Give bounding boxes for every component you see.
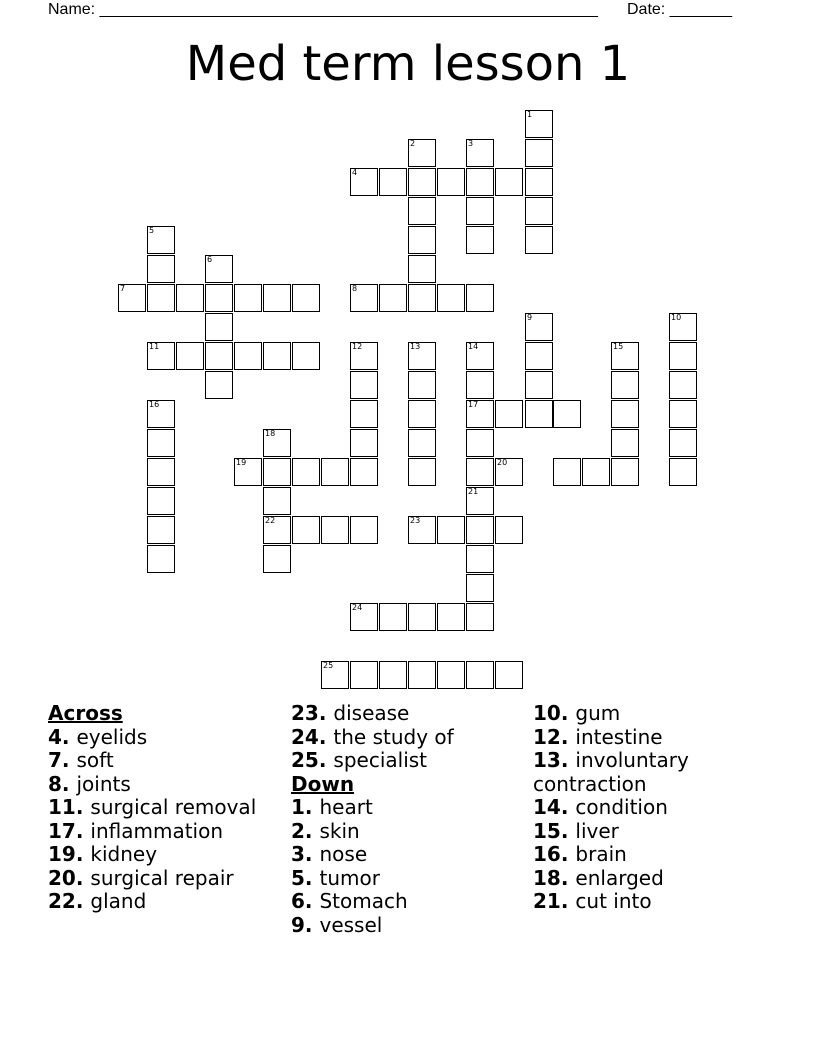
grid-cell[interactable] xyxy=(350,168,378,196)
clue-text: condition xyxy=(575,795,668,819)
grid-cell[interactable] xyxy=(350,371,378,399)
clue-number: 14. xyxy=(533,795,576,819)
clue-text: the study of xyxy=(333,724,454,749)
grid-cell[interactable] xyxy=(466,139,494,167)
cell-number: 18 xyxy=(265,429,276,438)
grid-cell[interactable] xyxy=(495,458,523,486)
clue-text: kidney xyxy=(90,842,158,866)
clue-text: skin xyxy=(319,818,360,843)
cell-number: 7 xyxy=(120,284,126,293)
cell-number: 21 xyxy=(468,487,479,496)
grid-cell[interactable] xyxy=(611,400,639,428)
down-clue xyxy=(291,890,531,914)
down-clue xyxy=(291,867,531,891)
grid-cell[interactable] xyxy=(466,661,494,689)
cell-number: 6 xyxy=(207,255,213,264)
clue-text: gum xyxy=(575,701,621,725)
clue-number: 3. xyxy=(291,842,320,866)
cell-number: 5 xyxy=(149,226,155,235)
cell-number: 1 xyxy=(527,110,533,119)
grid-cell[interactable] xyxy=(408,516,436,544)
grid-cell[interactable] xyxy=(147,516,175,544)
grid-cell[interactable] xyxy=(466,342,494,370)
cell-number: 4 xyxy=(352,168,358,177)
grid-cell[interactable] xyxy=(611,371,639,399)
clue-number: 11. xyxy=(48,795,91,819)
grid-cell[interactable] xyxy=(495,400,523,428)
grid-cell[interactable] xyxy=(553,400,581,428)
cell-number: 8 xyxy=(352,284,358,293)
grid-cell[interactable] xyxy=(466,400,494,428)
clues-column-3 xyxy=(533,702,733,914)
cell-number: 19 xyxy=(236,458,247,467)
grid-cell[interactable] xyxy=(525,371,553,399)
clue-text: cut into xyxy=(575,889,652,913)
clue-number: 9. xyxy=(291,912,320,937)
cell-number: 24 xyxy=(352,603,363,612)
grid-cell[interactable] xyxy=(321,458,349,486)
down-clue xyxy=(291,796,531,820)
clues-column-2 xyxy=(291,702,531,937)
grid-cell[interactable] xyxy=(525,400,553,428)
grid-cell[interactable] xyxy=(437,661,465,689)
down-clue xyxy=(533,796,733,820)
grid-cell[interactable] xyxy=(408,226,436,254)
grid-cell[interactable] xyxy=(669,400,697,428)
grid-cell[interactable] xyxy=(263,429,291,457)
down-clue xyxy=(533,843,733,867)
clue-number: 4. xyxy=(48,724,77,749)
grid-cell[interactable] xyxy=(379,661,407,689)
down-clue xyxy=(291,843,531,867)
clue-text: brain xyxy=(575,842,627,866)
clue-number: 24. xyxy=(291,724,334,749)
grid-cell[interactable] xyxy=(147,487,175,515)
cell-number: 2 xyxy=(410,139,416,148)
grid-cell[interactable] xyxy=(263,487,291,515)
grid-cell[interactable] xyxy=(408,458,436,486)
clue-text: surgical repair xyxy=(90,865,234,890)
clue-text: heart xyxy=(319,795,373,819)
cell-number: 22 xyxy=(265,516,276,525)
grid-cell[interactable] xyxy=(205,284,233,312)
grid-cell[interactable] xyxy=(611,429,639,457)
grid-cell[interactable] xyxy=(466,168,494,196)
grid-cell[interactable] xyxy=(350,400,378,428)
cell-number: 10 xyxy=(671,313,682,322)
grid-cell[interactable] xyxy=(147,429,175,457)
grid-cell[interactable] xyxy=(379,284,407,312)
grid-cell[interactable] xyxy=(495,516,523,544)
cell-number: 11 xyxy=(149,342,160,351)
grid-cell[interactable] xyxy=(669,313,697,341)
clue-number: 23. xyxy=(291,701,334,725)
clues-column-1 xyxy=(48,702,288,914)
grid-cell[interactable] xyxy=(525,168,553,196)
grid-cell[interactable] xyxy=(466,574,494,602)
clue-number: 16. xyxy=(533,842,576,866)
grid-cell[interactable] xyxy=(437,516,465,544)
clue-text: gland xyxy=(90,889,147,913)
cell-number: 20 xyxy=(497,458,508,467)
grid-cell[interactable] xyxy=(263,284,291,312)
clue-text: involuntary contraction xyxy=(533,748,689,796)
grid-cell[interactable] xyxy=(466,197,494,225)
across-clue xyxy=(48,773,288,797)
grid-cell[interactable] xyxy=(147,458,175,486)
cell-number: 14 xyxy=(468,342,479,351)
grid-cell[interactable] xyxy=(408,400,436,428)
grid-cell[interactable] xyxy=(147,284,175,312)
clue-text: vessel xyxy=(319,912,383,937)
grid-cell[interactable] xyxy=(263,458,291,486)
grid-cell[interactable] xyxy=(525,313,553,341)
grid-cell[interactable] xyxy=(408,284,436,312)
grid-cell[interactable] xyxy=(466,371,494,399)
down-clue xyxy=(291,820,531,844)
grid-cell[interactable] xyxy=(234,342,262,370)
grid-cell[interactable] xyxy=(350,429,378,457)
down-clue xyxy=(291,914,531,938)
clue-text: eyelids xyxy=(76,724,148,749)
grid-cell[interactable] xyxy=(292,342,320,370)
grid-cell[interactable] xyxy=(437,168,465,196)
cell-number: 16 xyxy=(149,400,160,409)
across-clue xyxy=(48,726,288,750)
down-clue xyxy=(533,867,733,891)
across-heading: Across xyxy=(48,701,123,725)
grid-cell[interactable] xyxy=(669,429,697,457)
clue-number: 15. xyxy=(533,818,576,843)
grid-cell[interactable] xyxy=(147,255,175,283)
grid-cell[interactable] xyxy=(147,545,175,573)
grid-cell[interactable] xyxy=(408,197,436,225)
grid-cell[interactable] xyxy=(669,371,697,399)
grid-cell[interactable] xyxy=(408,661,436,689)
grid-cell[interactable] xyxy=(263,516,291,544)
grid-cell[interactable] xyxy=(118,284,146,312)
clue-text: surgical removal xyxy=(90,795,257,819)
cell-number: 13 xyxy=(410,342,421,351)
clue-number: 21. xyxy=(533,889,576,913)
clue-text: liver xyxy=(575,818,619,843)
across-clue xyxy=(291,702,531,726)
clue-number: 8. xyxy=(48,771,77,796)
clue-text: tumor xyxy=(319,865,380,890)
clue-number: 20. xyxy=(48,865,91,890)
grid-cell[interactable] xyxy=(466,487,494,515)
clue-text: disease xyxy=(333,701,410,725)
grid-cell[interactable] xyxy=(263,545,291,573)
grid-cell[interactable] xyxy=(147,342,175,370)
grid-cell[interactable] xyxy=(553,458,581,486)
clue-text: enlarged xyxy=(575,865,664,890)
grid-cell[interactable] xyxy=(379,603,407,631)
clue-number: 13. xyxy=(533,748,576,772)
grid-cell[interactable] xyxy=(466,545,494,573)
grid-cell[interactable] xyxy=(176,342,204,370)
clue-number: 10. xyxy=(533,701,576,725)
grid-cell[interactable] xyxy=(263,342,291,370)
grid-cell[interactable] xyxy=(437,284,465,312)
grid-cell[interactable] xyxy=(292,284,320,312)
grid-cell[interactable] xyxy=(350,516,378,544)
grid-cell[interactable] xyxy=(205,371,233,399)
across-clue xyxy=(291,749,531,773)
page-title: Med term lesson 1 xyxy=(185,36,631,92)
down-heading: Down xyxy=(291,771,355,796)
cell-number: 15 xyxy=(613,342,624,351)
grid-cell[interactable] xyxy=(495,168,523,196)
clue-number: 2. xyxy=(291,818,320,843)
grid-cell[interactable] xyxy=(321,516,349,544)
grid-cell[interactable] xyxy=(205,342,233,370)
clue-number: 17. xyxy=(48,818,91,843)
clue-number: 22. xyxy=(48,889,91,913)
clue-number: 5. xyxy=(291,865,320,890)
grid-cell[interactable] xyxy=(205,255,233,283)
grid-cell[interactable] xyxy=(525,342,553,370)
down-clue xyxy=(533,702,733,726)
grid-cell[interactable] xyxy=(350,661,378,689)
down-clue xyxy=(533,820,733,844)
grid-cell[interactable] xyxy=(495,661,523,689)
grid-cell[interactable] xyxy=(292,458,320,486)
down-clue xyxy=(533,890,733,914)
clue-number: 18. xyxy=(533,865,576,890)
down-clue xyxy=(533,726,733,750)
cell-number: 23 xyxy=(410,516,421,525)
grid-cell[interactable] xyxy=(408,603,436,631)
across-clue xyxy=(48,749,288,773)
grid-cell[interactable] xyxy=(205,313,233,341)
across-clue xyxy=(291,726,531,750)
name-field-label: Name: ________________________________________________________ xyxy=(48,1,598,18)
across-clue xyxy=(48,796,288,820)
clue-number: 12. xyxy=(533,724,576,749)
grid-cell[interactable] xyxy=(350,342,378,370)
grid-cell[interactable] xyxy=(611,458,639,486)
grid-cell[interactable] xyxy=(408,342,436,370)
grid-cell[interactable] xyxy=(321,661,349,689)
clue-number: 7. xyxy=(48,748,77,772)
grid-cell[interactable] xyxy=(350,458,378,486)
cell-number: 9 xyxy=(527,313,533,322)
grid-cell[interactable] xyxy=(466,603,494,631)
clue-number: 1. xyxy=(291,795,320,819)
clue-number: 25. xyxy=(291,748,334,772)
clue-text: intestine xyxy=(575,724,663,749)
cell-number: 17 xyxy=(468,400,479,409)
cell-number: 12 xyxy=(352,342,363,351)
across-clue xyxy=(48,820,288,844)
cell-number: 25 xyxy=(323,661,334,670)
grid-cell[interactable] xyxy=(582,458,610,486)
across-clue xyxy=(48,867,288,891)
clue-text: joints xyxy=(76,771,131,796)
grid-cell[interactable] xyxy=(176,284,204,312)
grid-cell[interactable] xyxy=(466,458,494,486)
grid-cell[interactable] xyxy=(466,284,494,312)
grid-cell[interactable] xyxy=(669,342,697,370)
grid-cell[interactable] xyxy=(408,255,436,283)
grid-cell[interactable] xyxy=(408,139,436,167)
grid-cell[interactable] xyxy=(466,226,494,254)
grid-cell[interactable] xyxy=(437,603,465,631)
grid-cell[interactable] xyxy=(525,139,553,167)
grid-cell[interactable] xyxy=(292,516,320,544)
grid-cell[interactable] xyxy=(408,168,436,196)
grid-cell[interactable] xyxy=(379,168,407,196)
grid-cell[interactable] xyxy=(669,458,697,486)
clue-text: soft xyxy=(76,748,114,772)
date-field-label: Date: _______ xyxy=(627,1,732,18)
grid-cell[interactable] xyxy=(147,226,175,254)
grid-cell[interactable] xyxy=(611,342,639,370)
clue-text: nose xyxy=(319,842,368,866)
down-clue xyxy=(533,749,733,796)
grid-cell[interactable] xyxy=(350,603,378,631)
across-clue xyxy=(48,890,288,914)
clue-text: specialist xyxy=(333,748,428,772)
clue-number: 19. xyxy=(48,842,91,866)
grid-cell[interactable] xyxy=(408,371,436,399)
cell-number: 3 xyxy=(468,139,474,148)
grid-cell[interactable] xyxy=(234,284,262,312)
grid-cell[interactable] xyxy=(466,429,494,457)
grid-cell[interactable] xyxy=(525,110,553,138)
clue-text: inflammation xyxy=(90,818,224,843)
across-clue xyxy=(48,843,288,867)
grid-cell[interactable] xyxy=(234,458,262,486)
grid-cell[interactable] xyxy=(408,429,436,457)
grid-cell[interactable] xyxy=(525,197,553,225)
grid-cell[interactable] xyxy=(147,400,175,428)
clue-number: 6. xyxy=(291,889,320,913)
grid-cell[interactable] xyxy=(525,226,553,254)
grid-cell[interactable] xyxy=(350,284,378,312)
grid-cell[interactable] xyxy=(466,516,494,544)
clue-text: Stomach xyxy=(319,889,408,913)
